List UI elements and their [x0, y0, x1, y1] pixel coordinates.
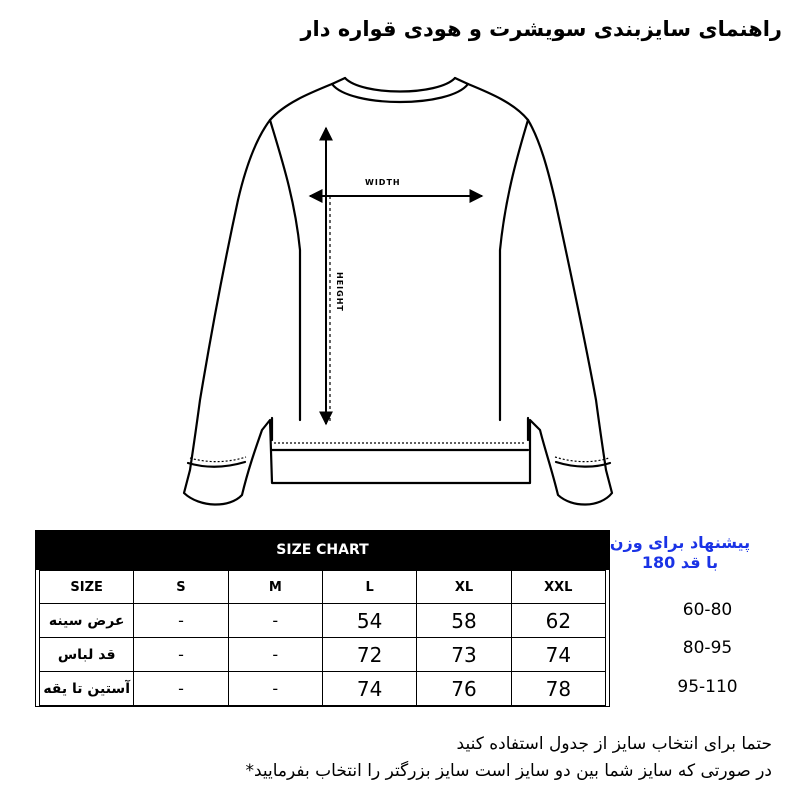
table-cell: 54: [322, 604, 416, 638]
table-row: [40, 604, 606, 638]
table-cell: 62: [511, 604, 605, 638]
table-cell: 58: [417, 604, 511, 638]
size-table: [39, 570, 606, 706]
note-size-between: در صورتی که سایز شما بین دو سایز است سایز بزرگتر را انتخاب بفرمایید*: [245, 761, 772, 781]
column-header-m: M: [228, 571, 322, 604]
table-cell: 76: [417, 672, 511, 706]
column-header-l: L: [322, 571, 416, 604]
recommendation-title-line-1: پیشنهاد برای وزن: [609, 533, 751, 552]
table-cell: -: [228, 638, 322, 672]
sweatshirt-diagram: [175, 66, 615, 516]
table-header-row: [40, 571, 606, 604]
size-chart: [35, 530, 610, 707]
height-label: HEIGHT: [335, 272, 344, 312]
table-cell: 74: [511, 638, 605, 672]
column-header-xl: XL: [417, 571, 511, 604]
weight-range-l: 60-80: [682, 600, 733, 620]
column-header-s: S: [134, 571, 228, 604]
column-header-size: SIZE: [40, 571, 134, 604]
weight-recommendation-title: [590, 533, 770, 573]
table-cell: 73: [417, 638, 511, 672]
table-cell: -: [134, 638, 228, 672]
width-label: WIDTH: [365, 178, 401, 187]
row-label-sleeve-to-collar: آستین تا یقه: [40, 672, 134, 706]
size-chart-header: SIZE CHART: [35, 530, 610, 570]
column-header-xxl: XXL: [511, 571, 605, 604]
table-row: [40, 638, 606, 672]
table-cell: -: [228, 672, 322, 706]
sweatshirt-drawing: [175, 66, 615, 516]
table-cell: 74: [322, 672, 416, 706]
row-label-chest-width: عرض سینه: [40, 604, 134, 638]
note-use-chart: حتما برای انتخاب سایز از جدول استفاده کنید: [456, 734, 772, 754]
table-cell: 78: [511, 672, 605, 706]
weight-range-xl: 80-95: [682, 638, 733, 658]
recommendation-title-line-2: با قد 180: [641, 553, 719, 572]
row-label-length: قد لباس: [40, 638, 134, 672]
table-cell: -: [134, 604, 228, 638]
table-cell: -: [228, 604, 322, 638]
table-cell: -: [134, 672, 228, 706]
weight-range-xxl: 95-110: [677, 677, 738, 697]
table-cell: 72: [322, 638, 416, 672]
page-title: راهنمای سایزبندی سویشرت و هودی قواره دار: [300, 17, 782, 41]
table-row: [40, 672, 606, 706]
